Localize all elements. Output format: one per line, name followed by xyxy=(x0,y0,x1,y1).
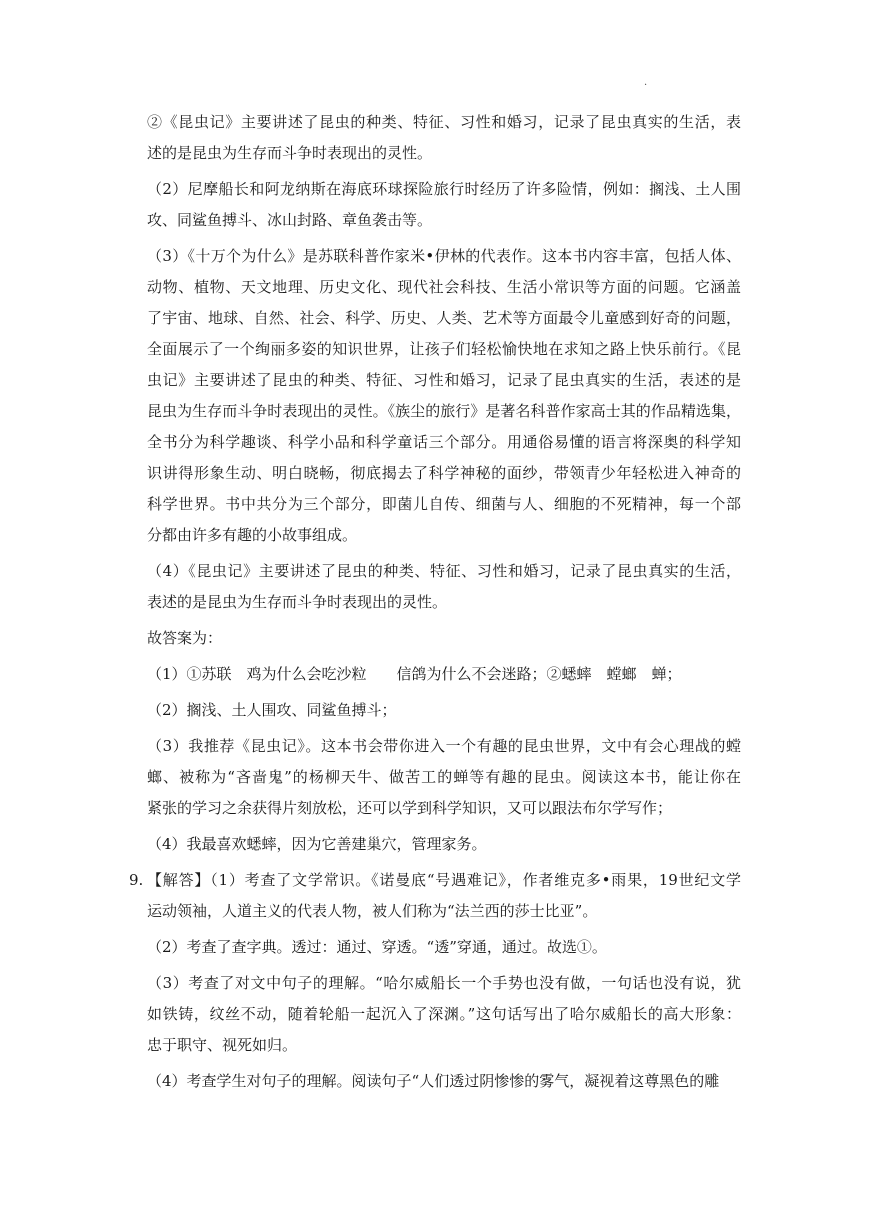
line-text: 紧张的学习之余获得片刻放松，还可以学到科学知识，又可以跟法布尔学写作； xyxy=(147,799,673,817)
text-line xyxy=(147,107,741,138)
paragraph xyxy=(129,865,741,927)
line-text: 全面展示了一个绚丽多姿的知识世界，让孩子们轻松愉快地在求知之路上快乐前行。《昆 xyxy=(147,340,741,358)
line-text: 如铁铸，纹丝不动，随着轮船一起沉入了深渊。”这句话写出了哈尔威船长的高大形象： xyxy=(147,1005,741,1023)
line-text: （4）《昆虫记》主要讲述了昆虫的种类、特征、习性和婚习，记录了昆虫真实的生活， xyxy=(147,562,741,580)
text-line xyxy=(147,272,741,303)
line-text: 科学世界。书中共分为三个部分，即菌儿自传、细菌与人、细胞的不死精神，每一个部 xyxy=(147,495,741,513)
text-line xyxy=(147,520,741,551)
paragraph xyxy=(147,829,741,860)
line-text: （2）考查了查字典。透过：通过、穿透。“透”穿通，通过。故选①。 xyxy=(147,938,607,956)
line-text: 攻、同鲨鱼搏斗、冰山封路、章鱼袭击等。 xyxy=(147,211,433,229)
text-line xyxy=(147,174,741,205)
line-text: （3）考查了对文中句子的理解。“哈尔威船长一个手势也没有做，一句话也没有说，犹 xyxy=(147,974,741,992)
line-text: 表述的是昆虫为生存而斗争时表现出的灵性。 xyxy=(147,593,448,611)
text-line xyxy=(147,458,741,489)
text-line xyxy=(147,623,741,654)
line-text: 昆虫为生存而斗争时表现出的灵性。《族尘的旅行》是著名科普作家高士其的作品精选集， xyxy=(147,402,741,420)
paragraph xyxy=(147,731,741,824)
line-text: 动物、植物、天文地理、历史文化、现代社会科技、生活小常识等方面的问题。它涵盖 xyxy=(147,278,741,296)
paragraph xyxy=(147,695,741,726)
line-text: （1）①苏联 鸡为什么会吃沙粒 信鸽为什么不会迷路；②蟋蟀 螳螂 蝉； xyxy=(147,665,682,683)
line-text: 虫记》主要讲述了昆虫的种类、特征、习性和婚习，记录了昆虫真实的生活，表述的是 xyxy=(147,371,741,389)
text-line xyxy=(147,489,741,520)
paragraph xyxy=(147,1066,741,1097)
paragraph xyxy=(147,932,741,963)
line-text: 螂、被称为“吝啬鬼”的杨柳天牛、做苦工的蝉等有趣的昆虫。阅读这本书，能让你在 xyxy=(147,768,741,786)
text-line xyxy=(147,334,741,365)
text-line xyxy=(147,659,741,690)
text-line xyxy=(147,999,741,1030)
line-text: 【解答】（1）考查了文学常识。《诺曼底“号遇难记》，作者维克多•雨果，19世纪文学 xyxy=(147,871,741,889)
text-line xyxy=(147,556,741,587)
text-line xyxy=(147,138,741,169)
corner-mark: · xyxy=(644,80,648,91)
line-text: 忠于职守、视死如归。 xyxy=(147,1036,298,1054)
text-line xyxy=(147,968,741,999)
text-line xyxy=(147,1030,741,1061)
line-text: （4）考查学生对句子的理解。阅读句子“人们透过阴惨惨的雾气，凝视着这尊黑色的雕 xyxy=(147,1072,720,1090)
line-text: 分都由许多有趣的小故事组成。 xyxy=(147,526,358,544)
text-line xyxy=(147,241,741,272)
line-text: （3）我推荐《昆虫记》。这本书会带你进入一个有趣的昆虫世界，文中有会心理战的螳 xyxy=(147,737,741,755)
line-text: 述的是昆虫为生存而斗争时表现出的灵性。 xyxy=(147,144,433,162)
text-line xyxy=(147,932,741,963)
text-line xyxy=(147,695,741,726)
paragraph xyxy=(147,659,741,690)
text-line xyxy=(147,731,741,762)
text-line xyxy=(147,427,741,458)
text-line xyxy=(147,762,741,793)
line-text: 运动领袖，人道主义的代表人物，被人们称为“法兰西的莎士比亚”。 xyxy=(147,902,598,920)
line-text: ②《昆虫记》主要讲述了昆虫的种类、特征、习性和婚习，记录了昆虫真实的生活，表 xyxy=(147,113,741,131)
paragraph xyxy=(147,107,741,169)
text-line xyxy=(147,396,741,427)
paragraph xyxy=(147,174,741,236)
line-text: 识讲得形象生动、明白晓畅，彻底揭去了科学神秘的面纱，带领青少年轻松进入神奇的 xyxy=(147,464,741,482)
line-text: （2）尼摩船长和阿龙纳斯在海底环球探险旅行时经历了许多险情，例如：搁浅、土人围 xyxy=(147,180,741,198)
text-line xyxy=(147,1066,741,1097)
paragraph xyxy=(147,968,741,1061)
text-line xyxy=(147,303,741,334)
text-line xyxy=(147,205,741,236)
text-line xyxy=(147,587,741,618)
paragraph xyxy=(147,241,741,551)
text-line xyxy=(147,365,741,396)
text-line xyxy=(147,896,741,927)
line-text: 全书分为科学趣谈、科学小品和科学童话三个部分。用通俗易懂的语言将深奥的科学知 xyxy=(147,433,741,451)
document-body xyxy=(129,107,741,1102)
line-text: （2）搁浅、土人围攻、同鲨鱼搏斗； xyxy=(147,701,397,719)
line-text: 了宇宙、地球、自然、社会、科学、历史、人类、艺术等方面最令儿童感到好奇的问题， xyxy=(147,309,741,327)
line-text: （4）我最喜欢蟋蟀，因为它善建巢穴，管理家务。 xyxy=(147,835,487,853)
text-line xyxy=(147,829,741,860)
paragraph xyxy=(147,623,741,654)
line-text: 故答案为： xyxy=(147,629,223,647)
text-line: 9. 【解答】（1）考查了文学常识。《诺曼底“号遇难记》，作者维克多•雨果，19世纪文学 xyxy=(147,865,741,896)
paragraph xyxy=(147,556,741,618)
text-line xyxy=(147,793,741,824)
line-text: （3）《十万个为什么》是苏联科普作家米•伊林的代表作。这本书内容丰富，包括人体、 xyxy=(147,247,741,265)
